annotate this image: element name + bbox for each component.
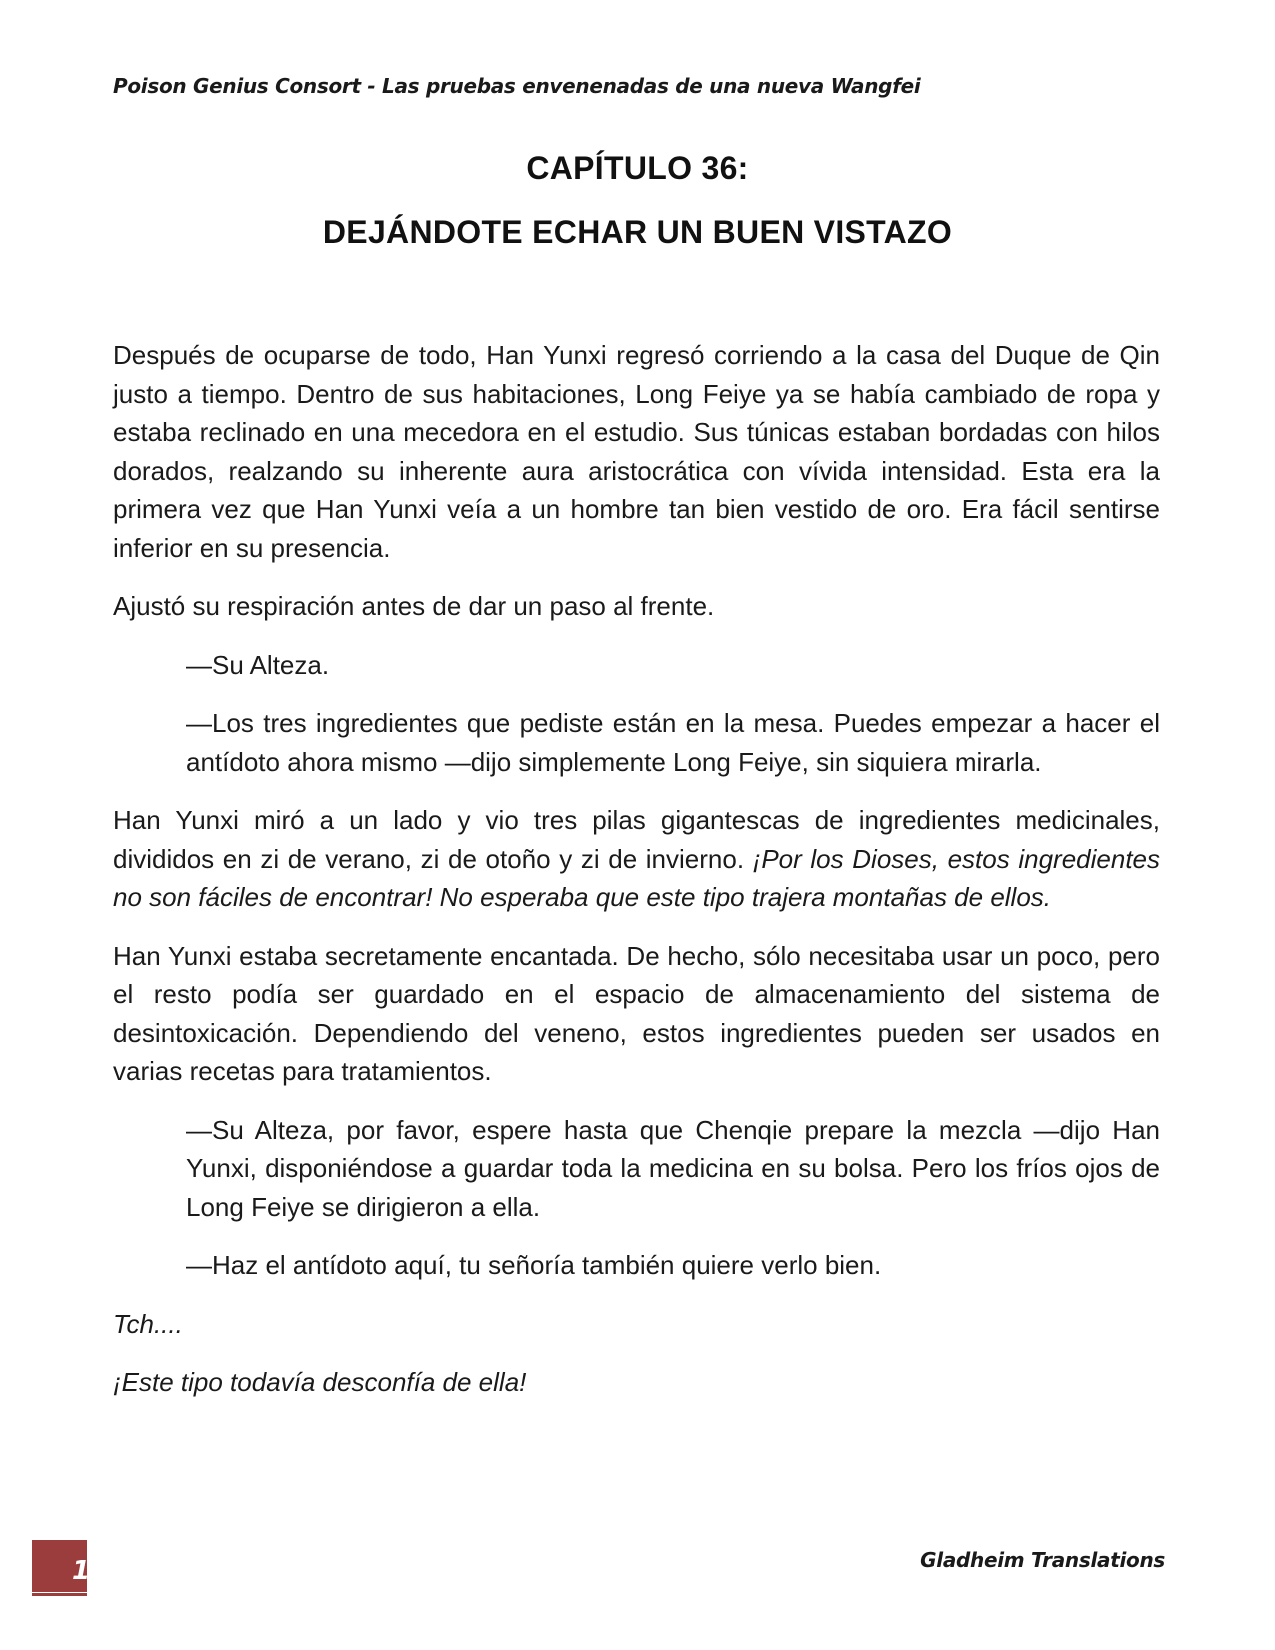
- footer-credit: Gladheim Translations: [920, 1548, 1165, 1572]
- inner-thought: ¡Este tipo todavía desconfía de ella!: [113, 1367, 527, 1397]
- dialogue-line: —Su Alteza.: [186, 649, 330, 680]
- chapter-number: [0, 150, 1275, 187]
- dialogue-line: —Su Alteza, por favor, espere hasta que Chenqie prepare la mezcla —dijo Han Yunxi, disponiéndose a guardar toda la medicina en su bolsa. Pero los fríos ojos de Long Feiye se dirigieron a ella.: [186, 1114, 1160, 1222]
- dialogue-line: —Los tres ingredientes que pediste están en la mesa. Puedes empezar a hacer el antídoto ahora mismo —dijo simplemente Long Feiye, sin siquiera mirarla.: [186, 708, 1160, 777]
- paragraph: [113, 801, 1160, 917]
- page-number-underline: [32, 1593, 87, 1596]
- chapter-body: [113, 336, 1160, 1422]
- paragraph: Después de ocuparse de todo, Han Yunxi regresó corriendo a la casa del Duque de Qin justo a tiempo. Dentro de sus habitaciones, Long Feiye ya se había cambiado de ropa y estaba reclinado en una mecedora en el estudio. Sus túnicas estaban bordadas con hilos dorados, realzando su inherente aura aristocrática con vívida intensidad. Esta era la primera vez que Han Yunxi veía a un hombre tan bien vestido de oro. Era fácil sentirse inferior en su presencia.: [113, 340, 1160, 563]
- paragraph-text: Han Yunxi miró a un lado y vio tres pilas gigantescas de ingredientes medicinales, divididos en zi de verano, zi de otoño y zi de invierno.: [113, 805, 1160, 874]
- chapter-number-text: CAPÍTULO 36:: [526, 150, 749, 186]
- running-header: Poison Genius Consort - Las pruebas envenenadas de una nueva Wangfei: [113, 74, 921, 98]
- paragraph: Ajustó su respiración antes de dar un paso al frente.: [113, 591, 715, 621]
- page-number: 1: [72, 1556, 91, 1586]
- inner-thought: ¡Por los Dioses, estos ingredientes no son fáciles de encontrar! No esperaba que este tipo trajera montañas de ellos.: [113, 843, 1160, 912]
- paragraph: Han Yunxi estaba secretamente encantada. De hecho, sólo necesitaba usar un poco, pero el resto podía ser guardado en el espacio de almacenamiento del sistema de desintoxicación. Dependiendo del veneno, estos ingredientes pueden ser usados en varias recetas para tratamientos.: [113, 940, 1160, 1086]
- inner-thought: Tch....: [113, 1308, 183, 1339]
- chapter-title: DEJÁNDOTE ECHAR UN BUEN VISTAZO: [322, 214, 953, 250]
- dialogue-line: —Haz el antídoto aquí, tu señoría también quiere verlo bien.: [186, 1250, 882, 1280]
